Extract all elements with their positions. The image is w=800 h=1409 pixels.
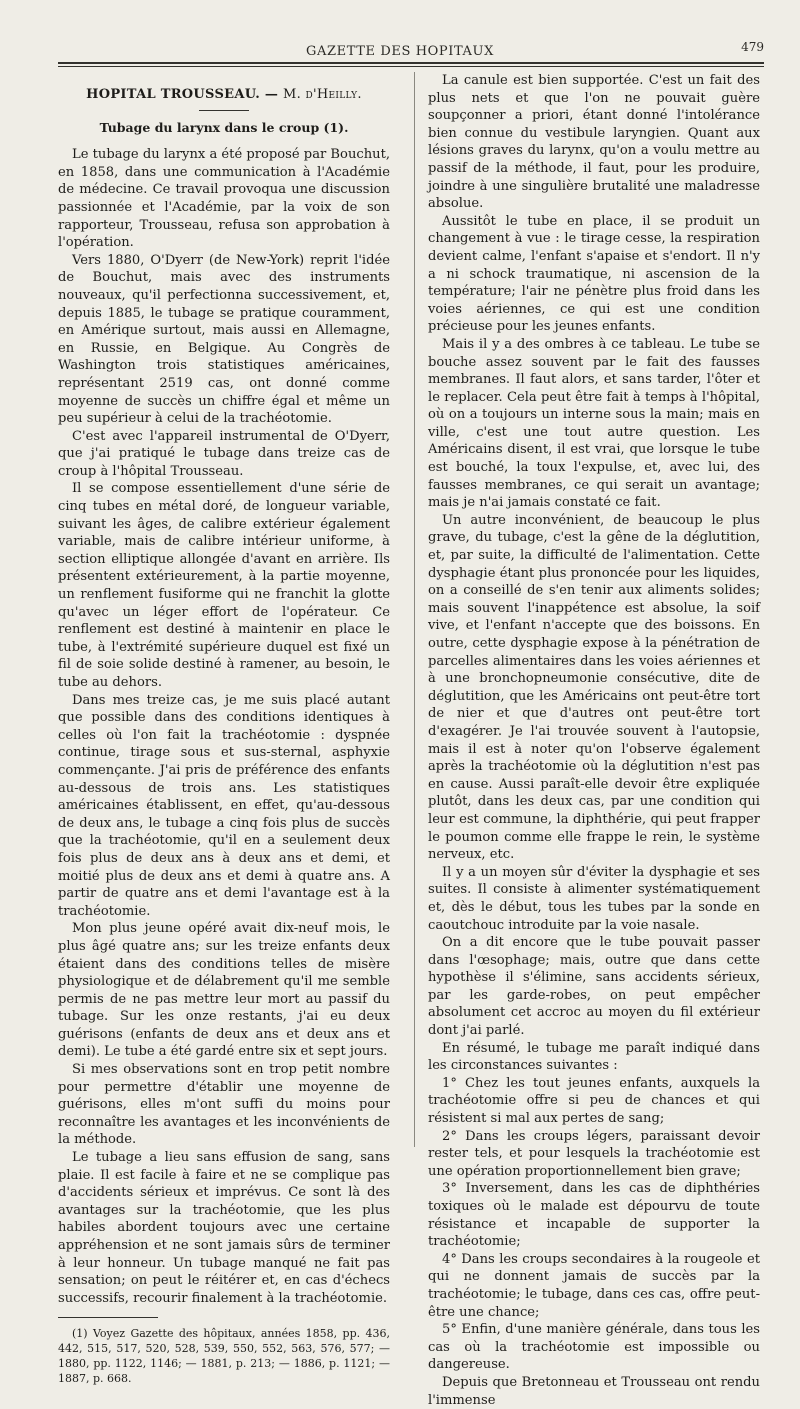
running-title: GAZETTE DES HOPITAUX (306, 44, 494, 59)
paragraph: Aussitôt le tube en place, il se produit un changement à vue : le tirage cesse, la respiration devient calme, l'enfant s'apaise et s'endort. Il n'y a ni schock traumatique, ni ascension de la température; l'air ne pénètre plus froid dans les voies aériennes, ce qui est une condition précieuse pour les jeunes enfants. (428, 213, 760, 335)
paragraph: Dans mes treize cas, je me suis placé autant que possible dans des conditions identiques à celles où l'on fait la trachéotomie : dyspnée continue, tirage sous et sus-sternal, asphyxie commençante. J'ai pris de préférence des enfants au-dessous de trois ans. Les statistiques américaines établissent, en effet, qu'au-dessous de deux ans, le tubage a cinq fois plus de succès que la trachéotomie, qu'il en a seulement deux fois plus de deux ans à deux ans et demi, et moitié plus de deux ans et demi à quatre ans. A partir de quatre ans et demi l'avantage est à la trachéotomie. (58, 692, 390, 919)
paragraph: Mon plus jeune opéré avait dix-neuf mois, le plus âgé quatre ans; sur les treize enfants deux étaient dans des conditions telles de misère physiologique et de délabrement qu'il me semble permis de ne pas mettre leur mort au passif du tubage. Sur les onze restants, j'ai eu deux guérisons (enfants de deux ans et deux ans et demi). Le tube a été gardé entre six et sept jours. (58, 921, 390, 1060)
author-name: M. d'Heilly. (282, 87, 362, 102)
paragraph: Il se compose essentiellement d'une série de cinq tubes en métal doré, de longueur variable, suivant les âges, de calibre extérieur également variable, mais de calibre intérieur uniforme, à section elliptique allongée d'avant en arrière. Ils présentent extérieurement, à la partie moyenne, un renflement fusiforme qui ne franchit la glotte qu'avec un léger effort de l'opérateur. Ce renflement est destiné à maintenir en place le tube, à l'extrémité supérieure duquel est fixé un fil de soie solide destiné à ramener, au besoin, le tube au dehors. (58, 481, 390, 690)
list-item: 1° Chez les tout jeunes enfants, auxquels la trachéotomie offre si peu de chances et qui résistent si mal aux pertes de sang; (428, 1075, 760, 1127)
paragraph: Un autre inconvénient, de beaucoup le plus grave, du tubage, c'est la gêne de la déglutition, et, par suite, la difficulté de l'alimentation. Cette dysphagie étant plus prononcée pour les liquides, on a conseillé de s'en tenir aux aliments solides; mais souvent l'inappétence est absolue, la soif vive, et l'enfant n'accepte que des boissons. En outre, cette dysphagie expose à la pénétration de parcelles alimentaires dans les voies aériennes et à une bronchopneumonie consécutive, dite de déglutition, que les Américains ont peut-être tort de nier et que d'autres ont peut-être tort d'exagérer. Je l'ai trouvée souvent à l'autopsie, mais il est à noter qu'on l'observe également après la trachéotomie où la déglutition n'est pas en cause. Aussi paraît-elle devoir être expliquée plutôt, dans les deux cas, par une condition qui leur est commune, la diphthérie, qui peut frapper le poumon comme elle frappe le rein, le système nerveux, etc. (428, 512, 760, 863)
footnote: (1) Voyez Gazette des hôpitaux, années 1858, pp. 436, 442, 515, 517, 520, 528, 539, 550, 552, 563, 576, 577; — 1880, pp. 1122, 1146; — 1881, p. 213; — 1886, p. 1121; — 1887, p. 668. (58, 1327, 390, 1386)
paragraph: Mais il y a des ombres à ce tableau. Le tube se bouche assez souvent par le fait des fausses membranes. Il faut alors, et sans tarder, l'ôter et le replacer. Cela peut être fait à temps à l'hôpital, où on a toujours un interne sous la main; mais en ville, c'est une tout autre question. Les Américains disent, il est vrai, que lorsque le tube est bouché, la toux l'expulse, et, avec lui, des fausses membranes, ce qui serait un avantage; mais je n'ai jamais constaté ce fait. (428, 336, 760, 511)
list-item: 2° Dans les croups légers, paraissant devoir rester tels, et pour lesquels la trachéotomie est une opération proportionnellement bien grave; (428, 1128, 760, 1179)
paragraph: Le tubage a lieu sans effusion de sang, sans plaie. Il est facile à faire et ne se complique pas d'accidents sérieux et imprévus. Ce sont là des avantages sur la trachéotomie, que les plus habiles abordent toujours avec une certaine appréhension et ne sont jamais sûrs de terminer à leur honneur. Un tubage manqué ne fait pas sensation; on peut le réitérer et, en cas d'échecs successifs, recourir finalement à la trachéotomie. (58, 1150, 390, 1306)
header-rule (58, 62, 764, 64)
page-number: 479 (741, 40, 764, 54)
paragraph: La canule est bien supportée. C'est un fait des plus nets et que l'on ne pouvait guère soupçonner a priori, étant donné l'intolérance bien connue du vestibule laryngien. Quant aux lésions graves du larynx, qu'on a voulu mettre au passif de la méthode, il faut, pour les produire, joindre à une singulière brutalité une maladresse absolue. (428, 73, 760, 212)
paragraph: En résumé, le tubage me paraît indiqué dans les circonstances suivantes : (428, 1040, 760, 1074)
paragraph: C'est avec l'appareil instrumental de O'Dyerr, que j'ai pratiqué le tubage dans treize cas de croup à l'hôpital Trousseau. (58, 428, 390, 479)
paragraph: Le tubage du larynx a été proposé par Bouchut, en 1858, dans une communication à l'Académie de médecine. Ce travail provoqua une discussion passionnée et l'Académie, par la voix de son rapporteur, Trousseau, refusa son approbation à l'opération. (58, 147, 390, 251)
list-item: 3° Inversement, dans les cas de diphthéries toxiques où le malade est dépourvu de toute résistance et incapable de supporter la trachéotomie; (428, 1181, 760, 1250)
column-divider (414, 72, 415, 1147)
footnote-rule (58, 1317, 158, 1318)
paragraph: Si mes observations sont en trop petit nombre pour permettre d'établir une moyenne de guérisons, elles m'ont suffi du moins pour reconnaître les avantages et les inconvénients de la méthode. (58, 1062, 390, 1148)
right-column (428, 72, 760, 1409)
paragraph: Vers 1880, O'Dyerr (de New-York) reprit l'idée de Bouchut, mais avec des instruments nouveaux, qu'il perfectionna successivement, et, depuis 1885, le tubage se pratique couramment, en Amérique surtout, mais aussi en Allemagne, en Russie, en Belgique. Au Congrès de Washington trois statistiques américaines, représentant 2519 cas, ont donné comme moyenne de succès un chiffre égal et même un peu supérieur à celui de la trachéotomie. (58, 252, 390, 427)
hospital-name: HOPITAL TROUSSEAU. — (86, 87, 279, 102)
hospital-heading (58, 86, 390, 104)
paragraph: On a dit encore que le tube pouvait passer dans l'œsophage; mais, outre que dans cette hypothèse il s'élimine, sans accidents sérieux, par les garde-robes, on peut empêcher absolument cet accroc au moyen du fil extérieur dont j'ai parlé. (428, 935, 760, 1039)
header-rule-thin (58, 66, 764, 67)
list-item: 4° Dans les croups secondaires à la rougeole et qui ne donnent jamais de succès par la trachéotomie; le tubage, dans ces cas, offre peut-être une chance; (428, 1251, 760, 1320)
paragraph: Il y a un moyen sûr d'éviter la dysphagie et ses suites. Il consiste à alimenter systématiquement et, dès le début, tous les tubes par la sonde en caoutchouc introduite par la voie nasale. (428, 864, 760, 933)
article-title: Tubage du larynx dans le croup (1). (99, 119, 349, 135)
paragraph: Depuis que Bretonneau et Trousseau ont rendu l'immense (428, 1374, 760, 1408)
running-head (0, 38, 800, 62)
left-column (58, 72, 390, 1386)
title-rule (199, 110, 249, 111)
list-item: 5° Enfin, d'une manière générale, dans tous les cas où la trachéotomie est impossible ou dangereuse. (428, 1322, 760, 1373)
